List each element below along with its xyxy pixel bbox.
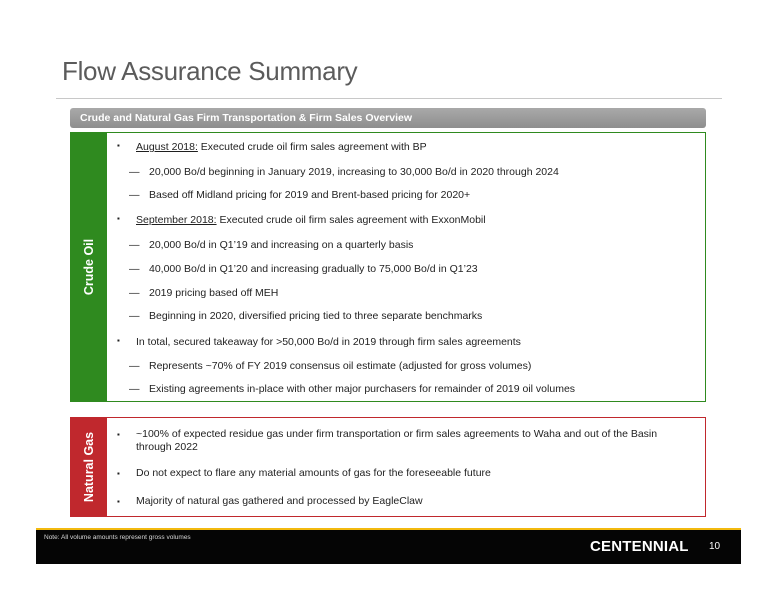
company-logo: CENTENNIAL	[590, 538, 689, 555]
dash-marker: —	[129, 383, 140, 395]
sub-bullet-item	[129, 310, 482, 322]
item-text: 2019 pricing based off MEH	[149, 287, 279, 299]
dash-marker: —	[129, 189, 140, 201]
page-title: Flow Assurance Summary	[62, 56, 358, 86]
sub-bullet-item	[129, 166, 559, 178]
crude-oil-panel	[70, 132, 706, 402]
dash-marker: —	[129, 287, 140, 299]
natural-gas-side-label	[71, 418, 107, 516]
bullet-item	[117, 495, 423, 508]
title-divider	[56, 98, 722, 99]
item-text: Do not expect to flare any material amounts of gas for the foreseeable future	[136, 467, 491, 479]
item-text: Existing agreements in-place with other major purchasers for remainder of 2019 oil volumes	[149, 383, 576, 395]
sub-bullet-item	[129, 360, 531, 372]
item-text: Represents ~70% of FY 2019 consensus oil estimate (adjusted for gross volumes)	[149, 360, 532, 372]
bullet-marker: ▪	[117, 214, 120, 223]
date-label: September 2018:	[136, 214, 217, 226]
item-text: Beginning in 2020, diversified pricing tied to three separate benchmarks	[149, 310, 483, 322]
crude-oil-side-label	[71, 133, 107, 401]
item-text: Executed crude oil firm sales agreement with BP	[197, 141, 427, 153]
footer-accent-stripe	[36, 528, 741, 530]
bullet-item	[117, 467, 491, 480]
sub-bullet-item	[129, 383, 575, 395]
item-text: Based off Midland pricing for 2019 and Brent-based pricing for 2020+	[149, 189, 471, 201]
bullet-marker: ▪	[117, 141, 120, 150]
sub-bullet-item	[129, 239, 413, 251]
crude-oil-label: Crude Oil	[82, 238, 97, 296]
item-text: Executed crude oil firm sales agreement with ExxonMobil	[216, 214, 486, 226]
bullet-marker: ▪	[117, 430, 120, 439]
bullet-marker: ▪	[117, 336, 120, 345]
sub-bullet-item	[129, 263, 478, 275]
dash-marker: —	[129, 166, 140, 178]
footer-note: Note: All volume amounts represent gross volumes	[44, 534, 191, 541]
item-text: ~100% of expected residue gas under firm transportation or firm sales agreements to Waha and out of the Basin	[136, 428, 658, 440]
item-text-continued: through 2022	[136, 441, 198, 453]
sub-bullet-item	[129, 189, 470, 201]
bullet-item	[117, 141, 427, 153]
dash-marker: —	[129, 263, 140, 275]
dash-marker: —	[129, 239, 140, 251]
section-header-bar: Crude and Natural Gas Firm Transportation & Firm Sales Overview	[70, 108, 706, 128]
bullet-item	[117, 336, 521, 348]
bullet-item	[117, 428, 657, 454]
dash-marker: —	[129, 360, 140, 372]
bullet-marker: ▪	[117, 469, 120, 478]
sub-bullet-item	[129, 287, 278, 299]
item-text: In total, secured takeaway for >50,000 Bo/d in 2019 through firm sales agreements	[136, 336, 521, 348]
item-text: 20,000 Bo/d beginning in January 2019, increasing to 30,000 Bo/d in 2020 through 2024	[149, 166, 559, 178]
item-text: 20,000 Bo/d in Q1’19 and increasing on a quarterly basis	[149, 239, 414, 251]
item-text: Majority of natural gas gathered and processed by EagleClaw	[136, 495, 423, 507]
bullet-item	[117, 214, 486, 226]
natural-gas-panel	[70, 417, 706, 517]
natural-gas-label: Natural Gas	[82, 431, 97, 503]
bullet-marker: ▪	[117, 497, 120, 506]
dash-marker: —	[129, 310, 140, 322]
page-number: 10	[709, 541, 721, 552]
item-text: 40,000 Bo/d in Q1’20 and increasing gradually to 75,000 Bo/d in Q1’23	[149, 263, 478, 275]
date-label: August 2018:	[136, 141, 198, 153]
